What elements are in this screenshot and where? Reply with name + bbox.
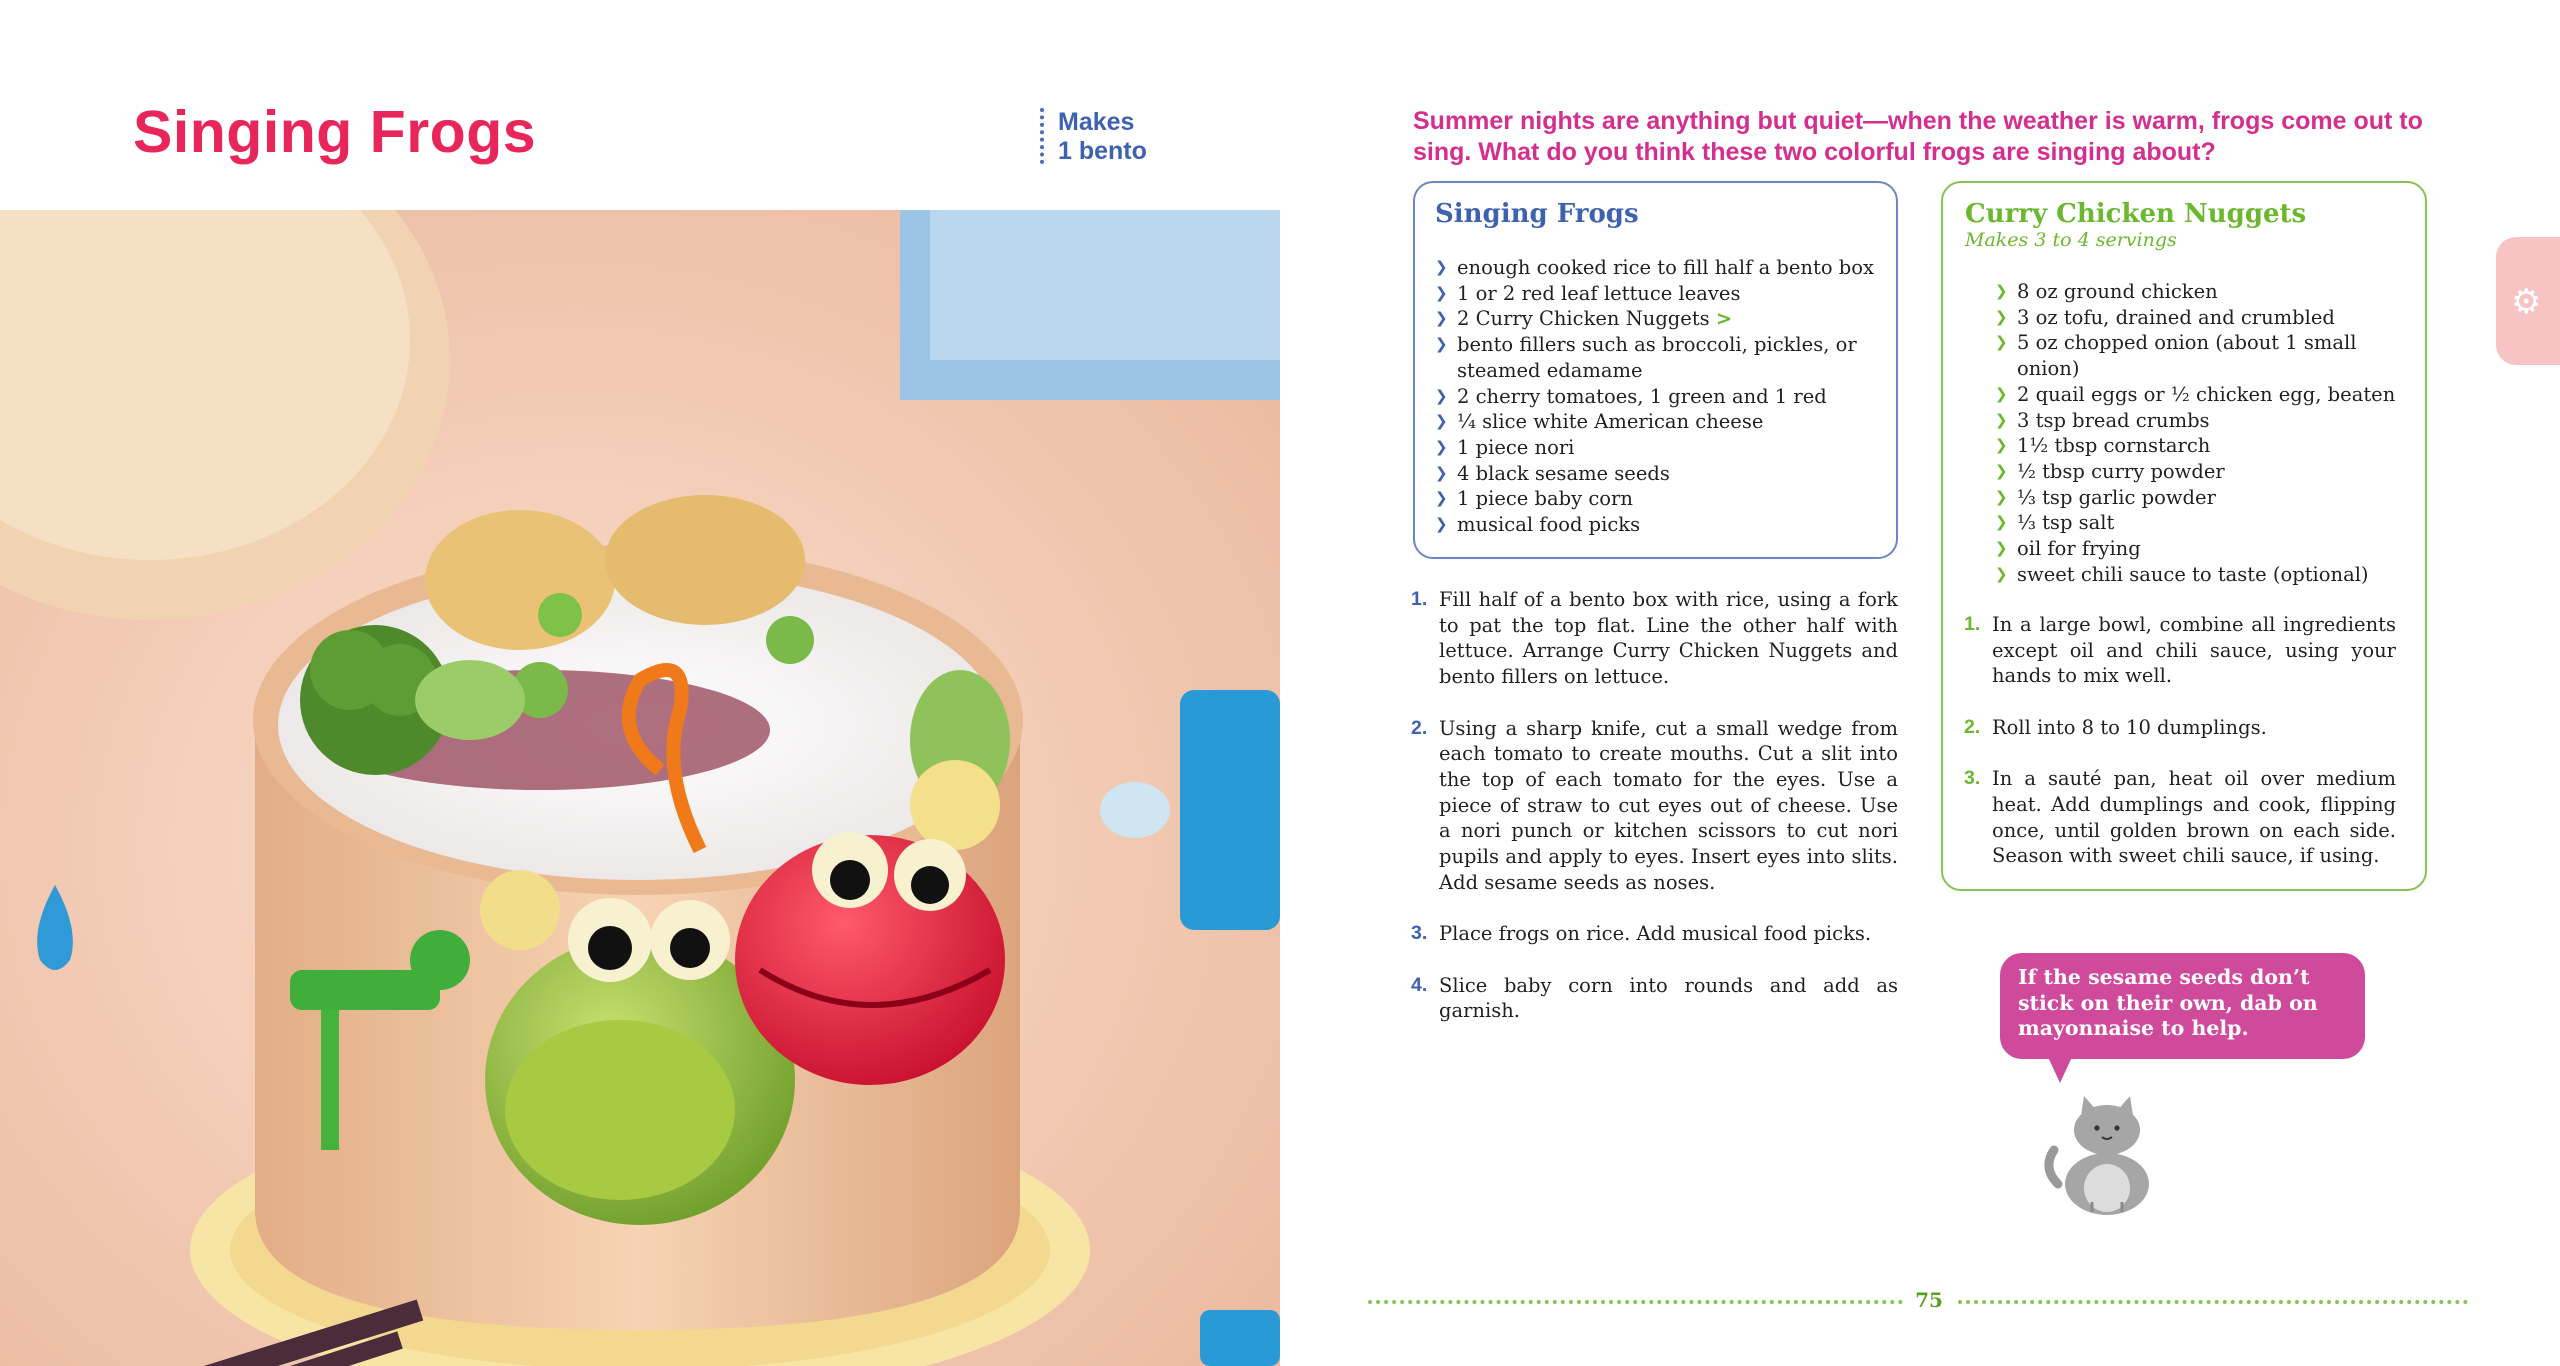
curry-steps bbox=[1964, 612, 2396, 895]
ingredient-item: ❯ ⅓ tsp salt bbox=[1995, 511, 2115, 535]
chevron-right-icon: ❯ bbox=[1435, 335, 1448, 354]
step-number: 2. bbox=[1964, 715, 1981, 738]
gear-icon[interactable]: ⚙ bbox=[2511, 282, 2542, 322]
step-number: 2. bbox=[1411, 716, 1428, 739]
chevron-right-icon: ❯ bbox=[1995, 307, 2008, 326]
ingredient-item: ❯ 2 cherry tomatoes, 1 green and 1 red bbox=[1435, 384, 1827, 408]
chevron-right-icon: ❯ bbox=[1435, 463, 1448, 482]
step-number: 3. bbox=[1411, 922, 1428, 945]
step-number: 1. bbox=[1964, 613, 1981, 635]
bento-photo bbox=[0, 210, 1280, 1366]
step-number: 3. bbox=[1964, 767, 1981, 790]
ingredient-item: ❯ 1 or 2 red leaf lettuce leaves bbox=[1435, 281, 1741, 305]
step-item bbox=[1964, 715, 2396, 741]
ingredient-item: ❯ enough cooked rice to fill half a bento box bbox=[1435, 256, 1874, 279]
step-text: In a large bowl, combine all ingredients except oil and chili sauce, using your hands to mix well. bbox=[1992, 613, 2396, 688]
ingredient-item: ❯ 2 Curry Chicken Nuggets > bbox=[1435, 307, 1733, 331]
ingredient-item: ❯ 1 piece nori bbox=[1435, 435, 1575, 459]
singing-frogs-ingredient-list bbox=[1435, 255, 1895, 538]
chevron-right-icon: ❯ bbox=[1435, 309, 1448, 328]
singing-frogs-ingredients-box bbox=[1413, 181, 1898, 559]
step-text: Fill half of a bento box with rice, using a fork to pat the top flat. Line the other half with lettuce. Arrange Curry Chicken Nuggets and bento fillers on lettuce. bbox=[1439, 588, 1898, 689]
chevron-right-icon: ❯ bbox=[1995, 436, 2008, 455]
chevron-right-icon: ❯ bbox=[1435, 515, 1448, 534]
makes-label-line-2: 1 bento bbox=[1058, 137, 1147, 165]
chevron-right-icon: ❯ bbox=[1435, 258, 1448, 276]
chevron-right-icon: ❯ bbox=[1995, 539, 2008, 558]
step-item bbox=[1964, 612, 2396, 689]
chevron-right-icon: ❯ bbox=[1995, 487, 2008, 506]
chevron-right-icon: ❯ bbox=[1995, 513, 2008, 532]
ingredient-item: ❯ oil for frying bbox=[1995, 537, 2141, 561]
ingredient-item: ❯ 1 piece baby corn bbox=[1435, 487, 1633, 511]
ingredient-item: ❯ bento fillers such as broccoli, pickles, or steamed edamame bbox=[1435, 333, 1857, 382]
ingredient-item: ❯ 1½ tbsp cornstarch bbox=[1995, 434, 2211, 458]
curry-ingredient-list bbox=[1995, 279, 2415, 587]
chevron-right-icon: ❯ bbox=[1435, 412, 1448, 431]
side-tab[interactable] bbox=[2496, 237, 2560, 365]
footer-divider-left bbox=[1368, 1300, 1903, 1304]
speech-bubble-tail bbox=[2048, 1057, 2072, 1083]
recipe-title: Singing Frogs bbox=[133, 99, 537, 165]
step-text: In a sauté pan, heat oil over medium heat. Add dumplings and cook, flipping once, until golden brown on each side. Season with sweet chili sauce, if using. bbox=[1992, 767, 2396, 868]
ingredient-item: ❯ 8 oz ground chicken bbox=[1995, 280, 2218, 303]
curry-box-title: Curry Chicken Nuggets bbox=[1965, 199, 2307, 229]
footer-divider-right bbox=[1958, 1300, 2468, 1304]
singing-frogs-box-title: Singing Frogs bbox=[1435, 199, 1639, 229]
step-item bbox=[1964, 766, 2396, 869]
singing-frogs-steps bbox=[1411, 587, 1898, 1050]
servings-label: Makes 3 to 4 servings bbox=[1965, 229, 2177, 251]
ingredient-item: ❯ ¼ slice white American cheese bbox=[1435, 410, 1764, 434]
makes-label-line-1: Makes bbox=[1058, 108, 1135, 136]
step-text: Using a sharp knife, cut a small wedge from each tomato to create mouths. Cut a slit into the top of each tomato for the eyes. Use a piece of straw to cut eyes out of cheese. Use a nori punch or kitchen scissors to cut nori pupils and apply to eyes. Insert eyes into slits. Add sesame seeds as noses. bbox=[1439, 716, 1898, 894]
chevron-right-icon: ❯ bbox=[1995, 384, 2008, 403]
step-text: Slice baby corn into rounds and add as garnish. bbox=[1439, 973, 1898, 1023]
ingredient-item: ❯ 3 oz tofu, drained and crumbled bbox=[1995, 305, 2335, 329]
step-text: Place frogs on rice. Add musical food picks. bbox=[1439, 922, 1872, 946]
bento-photo-illustration bbox=[0, 210, 1280, 1366]
ingredient-item: ❯ musical food picks bbox=[1435, 513, 1641, 537]
ingredient-item: ❯ 5 oz chopped onion (about 1 small onion) bbox=[1995, 331, 2357, 381]
cat-icon bbox=[2040, 1088, 2170, 1222]
chevron-right-icon: ❯ bbox=[1995, 333, 2008, 352]
step-number: 4. bbox=[1411, 973, 1428, 996]
chevron-right-icon: ❯ bbox=[1435, 386, 1448, 405]
page-number: 75 bbox=[1915, 1288, 1943, 1312]
chevron-right-icon: ❯ bbox=[1995, 461, 2008, 480]
ingredient-item: ❯ sweet chili sauce to taste (optional) bbox=[1995, 562, 2369, 586]
step-item bbox=[1411, 587, 1898, 690]
ingredient-item: ❯ ⅓ tsp garlic powder bbox=[1995, 485, 2216, 509]
ingredient-item: ❯ 3 tsp bread crumbs bbox=[1995, 408, 2210, 432]
step-item bbox=[1411, 716, 1898, 896]
intro-text: Summer nights are anything but quiet—when the weather is warm, frogs come out to sing. What do you think these two colorful frogs are singing about? bbox=[1413, 107, 2423, 166]
makes-label bbox=[1040, 108, 1147, 164]
chevron-right-icon: ❯ bbox=[1995, 564, 2008, 583]
step-item bbox=[1411, 921, 1898, 947]
chevron-right-icon: ❯ bbox=[1995, 410, 2008, 429]
chevron-right-icon: ❯ bbox=[1435, 489, 1448, 508]
chevron-right-icon: ❯ bbox=[1435, 283, 1448, 302]
chevron-right-icon: ❯ bbox=[1435, 437, 1448, 456]
ingredient-item: ❯ ½ tbsp curry powder bbox=[1995, 459, 2225, 483]
cross-reference-marker: > bbox=[1715, 307, 1733, 331]
ingredient-item: ❯ 4 black sesame seeds bbox=[1435, 461, 1670, 485]
chevron-right-icon: ❯ bbox=[1995, 282, 2008, 300]
tip-speech-bubble: If the sesame seeds don’t stick on their own, dab on mayonnaise to help. bbox=[2000, 953, 2365, 1059]
step-number: 1. bbox=[1411, 588, 1428, 610]
step-text: Roll into 8 to 10 dumplings. bbox=[1992, 715, 2267, 739]
ingredient-item: ❯ 2 quail eggs or ½ chicken egg, beaten bbox=[1995, 382, 2396, 406]
step-item bbox=[1411, 973, 1898, 1024]
